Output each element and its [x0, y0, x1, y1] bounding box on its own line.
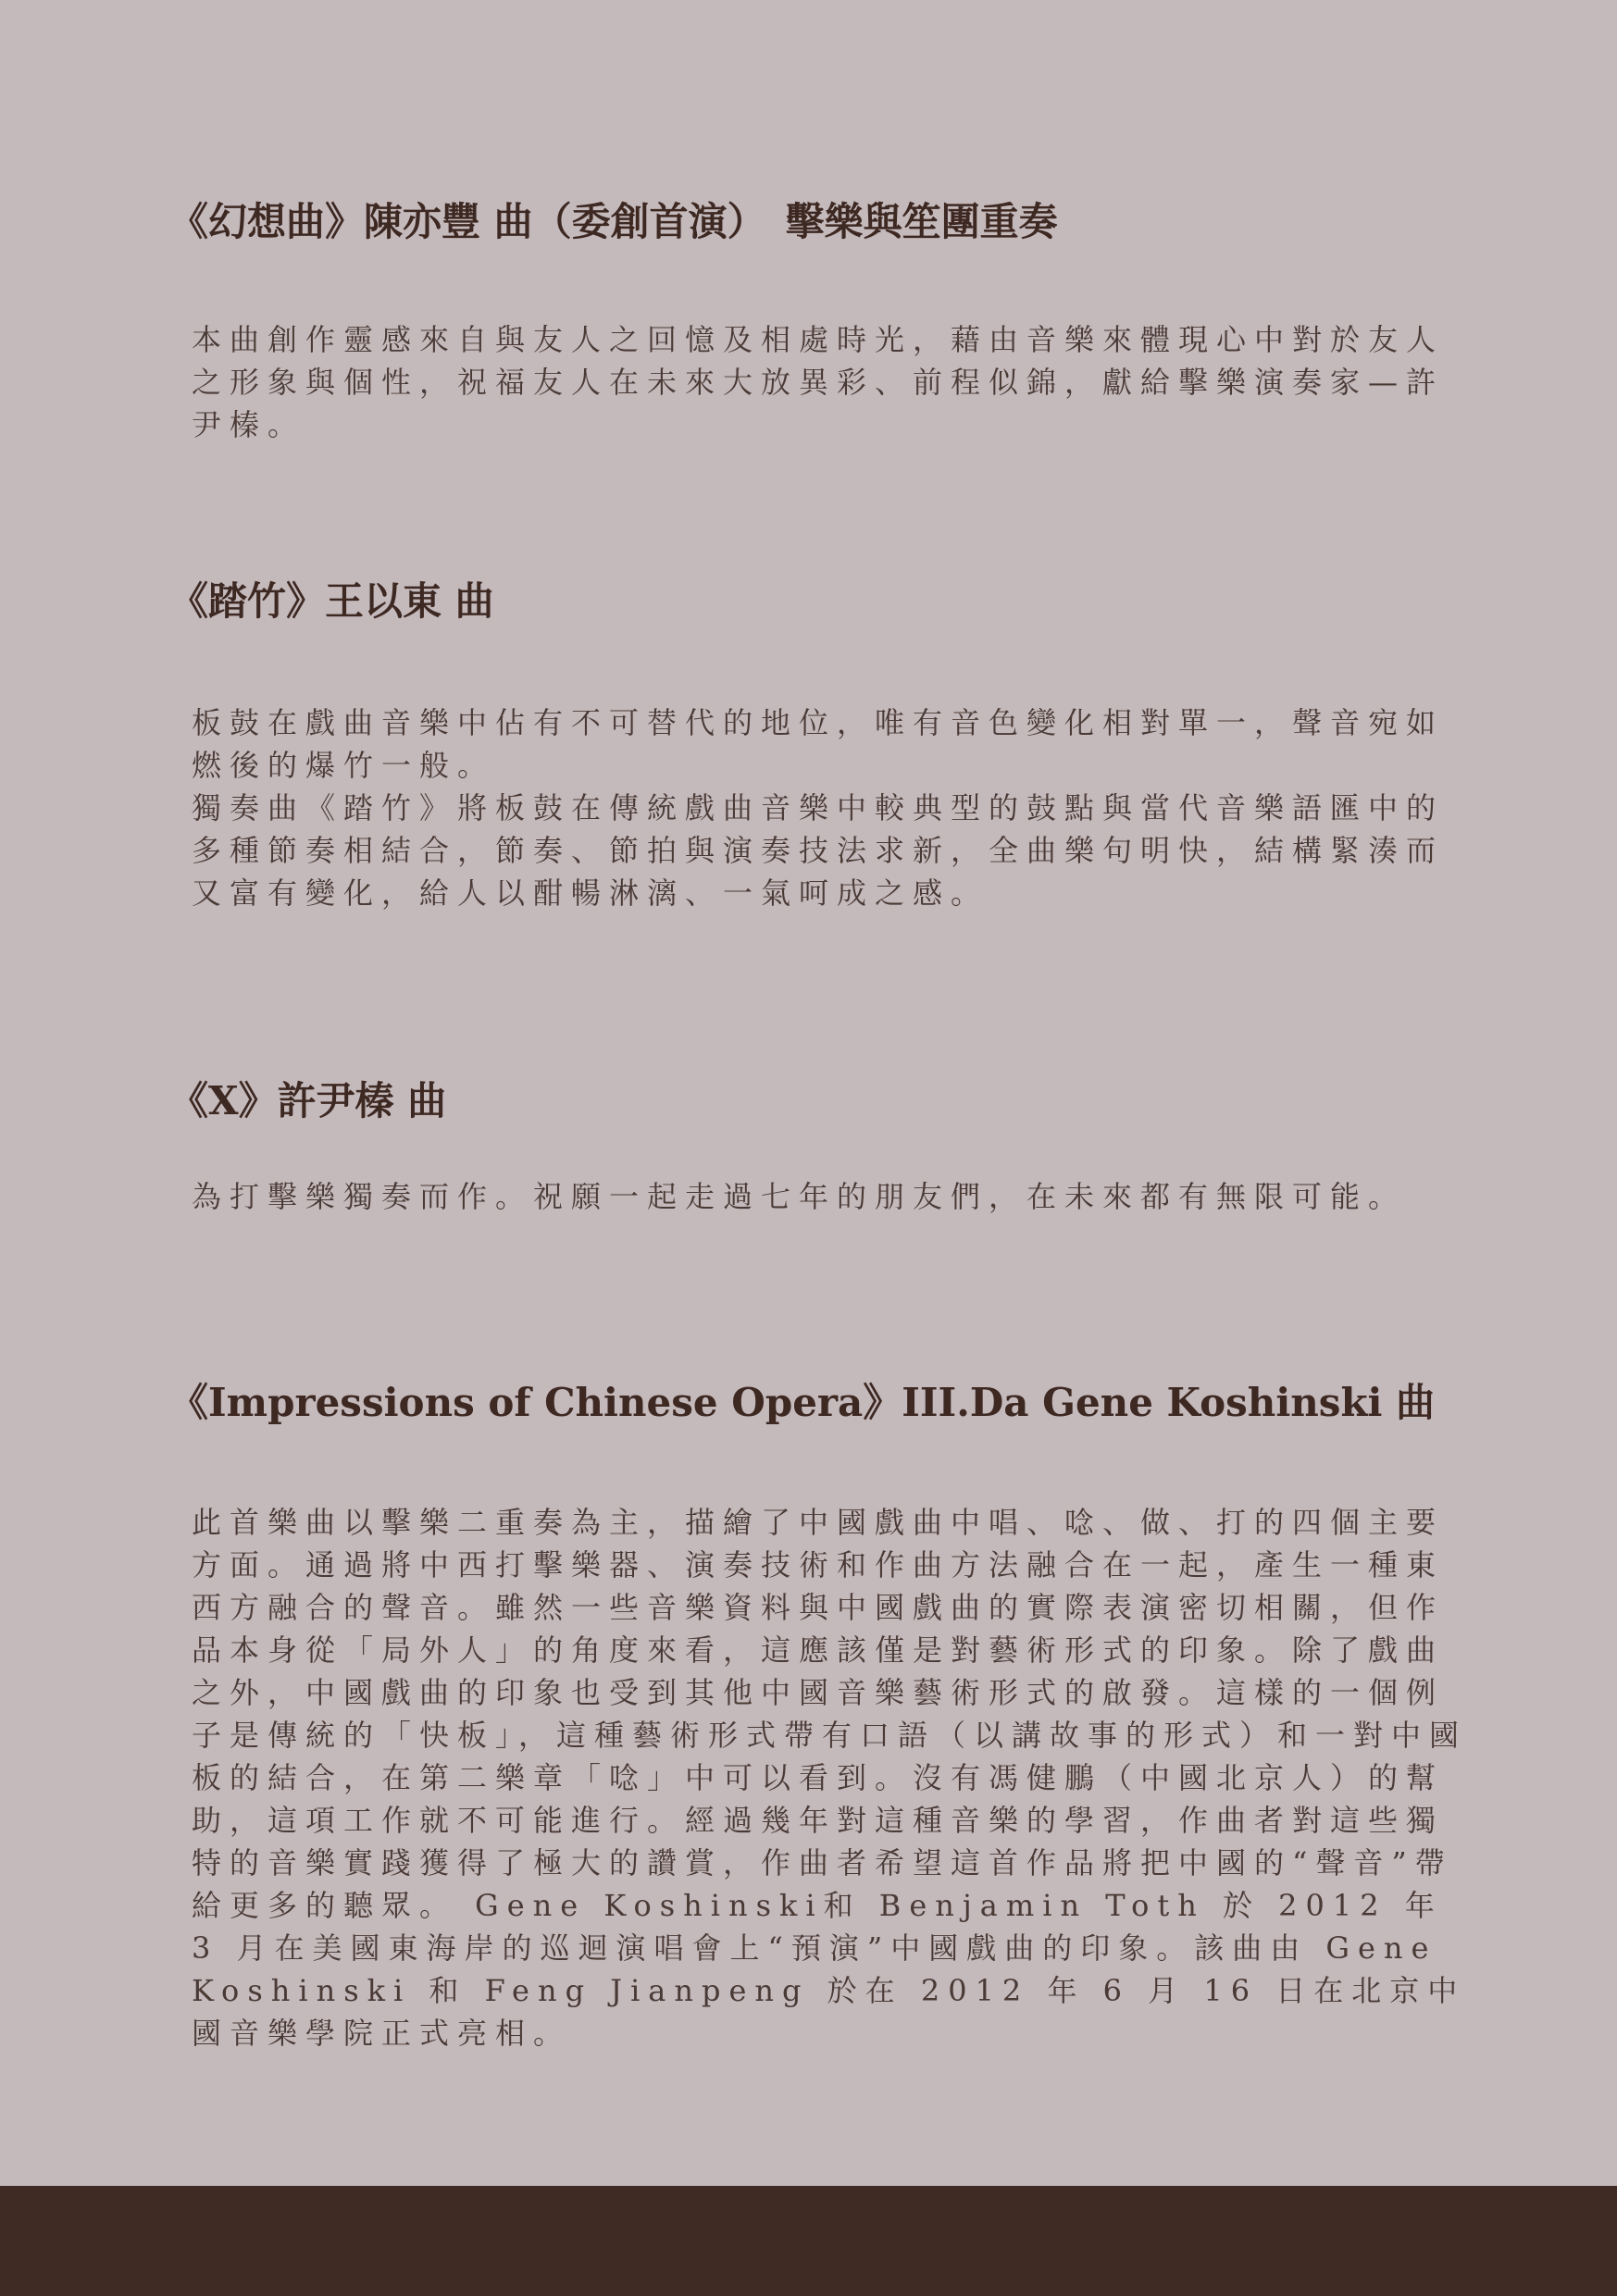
paragraph: 為打擊樂獨奏而作。祝願一起走過七年的朋友們，在未來都有無限可能。: [192, 1179, 1407, 1214]
section-body: [192, 1175, 1478, 1218]
section-heading: 《踏竹》王以東 曲: [169, 578, 494, 624]
section-body: [192, 1501, 1478, 2054]
paragraph: 板鼓在戲曲音樂中佔有不可替代的地位，唯有音色變化相對單一，聲音宛如燃後的爆竹一般。: [192, 705, 1445, 783]
paragraph: 本曲創作靈感來自與友人之回憶及相處時光，藉由音樂來體現心中對於友人之形象與個性，祝福友人在未來大放異彩、前程似錦，獻給擊樂演奏家—許尹榛。: [192, 322, 1445, 442]
section-body: [192, 318, 1478, 446]
section-heading: 《Impressions of Chinese Opera》III.Da Gene Koshinski 曲: [169, 1380, 1436, 1425]
section-heading: 《X》許尹榛 曲: [169, 1078, 447, 1123]
section-body: [192, 701, 1478, 914]
paragraph: 此首樂曲以擊樂二重奏為主，描繪了中國戲曲中唱、唸、做、打的四個主要方面。通過將中西打擊樂器、演奏技術和作曲方法融合在一起，產生一種東西方融合的聲音。雖然一些音樂資料與中國戲曲的實際表演密切相關，但作品本身從「局外人」的角度來看，這應該僅是對藝術形式的印象。除了戲曲之外，中國戲曲的印象也受到其他中國音樂藝術形式的啟發。這樣的一個例子是傳統的「快板」，這種藝術形式帶有口語（以講故事的形式）和一對中國板的結合，在第二樂章「唸」中可以看到。沒有馮健鵬（中國北京人）的幫助，這項工作就不可能進行。經過幾年對這種音樂的學習，作曲者對這些獨特的音樂實踐獲得了極大的讚賞，作曲者希望這首作品將把中國的“聲音”帶給更多的聽眾。 Gene Koshinski和 Benjamin Toth 於 2012 年 3 月在美國東海岸的巡迴演唱會上“預演”中國戲曲的印象。該曲由 Gene Koshinski 和 Feng Jianpeng 於在 2012 年 6 月 16 日在北京中國音樂學院正式亮相。: [192, 1505, 1468, 2051]
section-heading: 《幻想曲》陳亦豐 曲（委創首演） 擊樂與笙團重奏: [169, 199, 1058, 244]
paragraph: 獨奏曲《踏竹》將板鼓在傳統戲曲音樂中較典型的鼓點與當代音樂語匯中的多種節奏相結合，節奏、節拍與演奏技法求新，全曲樂句明快，結構緊湊而又富有變化，給人以酣暢淋漓、一氣呵成之感。: [192, 790, 1445, 911]
footer-bar: [0, 2186, 1617, 2296]
